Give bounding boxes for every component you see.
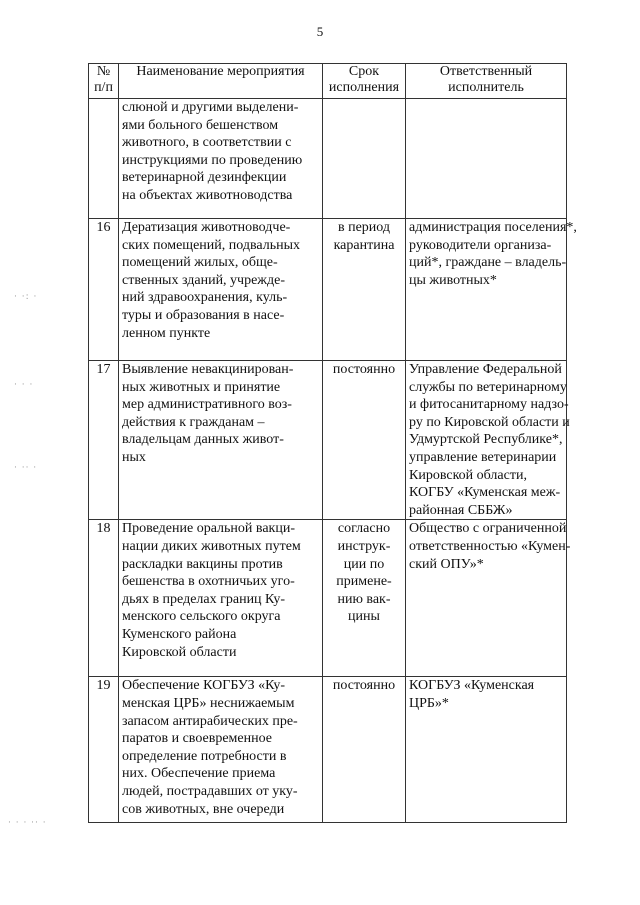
- row-responsible: [406, 677, 567, 823]
- row-term: [323, 677, 406, 823]
- text-line: ний здравоохранения, куль-: [122, 290, 288, 306]
- text-line: ленном пункте: [122, 325, 211, 341]
- text-line: ции по: [343, 556, 385, 572]
- header-num: [89, 64, 119, 99]
- text-line: бешенства в охотничьих уго-: [122, 574, 295, 590]
- text-line: сов животных, вне очереди: [122, 801, 285, 817]
- text-line: мер административного воз-: [122, 397, 292, 413]
- text-line: Выявление невакцинирован-: [122, 362, 294, 377]
- text-line: районная СББЖ»: [409, 502, 513, 518]
- text-line: на объектах животноводства: [122, 187, 293, 203]
- text-line: постоянно: [332, 678, 396, 694]
- text-line: согласно: [337, 521, 391, 537]
- text-line: и фитосанитарному надзо-: [409, 397, 569, 413]
- table-row: [89, 520, 567, 677]
- measures-table: [88, 63, 577, 823]
- text-line: Кировской области: [122, 644, 237, 660]
- row-measure: [119, 219, 323, 361]
- text-line: Обеспечение КОГБУЗ «Ку-: [122, 678, 286, 694]
- header-name: [119, 64, 323, 99]
- scan-artifact: · ·· ·: [14, 463, 38, 473]
- row-term: [323, 219, 406, 361]
- text-line: Кировской области,: [409, 467, 527, 483]
- text-line: п/п: [94, 80, 113, 95]
- text-line: цы животных*: [409, 272, 497, 288]
- text-line: постоянно: [332, 362, 396, 377]
- row-number: 18: [89, 520, 119, 677]
- text-line: Ответственный: [439, 64, 533, 79]
- row-responsible: [406, 361, 570, 520]
- row-responsible: [406, 219, 577, 361]
- text-line: примене-: [336, 574, 392, 590]
- text-line: животного, в соответствии с: [122, 135, 292, 151]
- text-line: исполнения: [328, 80, 400, 95]
- row-term: [323, 361, 406, 520]
- text-line: ЦРБ»*: [409, 695, 449, 711]
- header-responsible: [406, 64, 567, 99]
- text-line: них. Обеспечение приема: [122, 766, 276, 782]
- text-line: КОГБУ «Куменская меж-: [409, 485, 561, 501]
- text-line: ственных зданий, учрежде-: [122, 272, 285, 288]
- text-line: Срок: [348, 64, 380, 79]
- text-line: паратов и своевременное: [122, 731, 272, 747]
- row-number: 16: [89, 219, 119, 361]
- text-line: действия к гражданам –: [122, 414, 265, 430]
- text-line: Куменского района: [122, 626, 237, 642]
- text-line: службы по ветеринарному: [409, 379, 567, 395]
- text-line: Управление Федеральной: [409, 362, 562, 377]
- text-line: инструк-: [337, 538, 391, 554]
- text-line: Дератизация животноводче-: [122, 220, 291, 235]
- table-row: [89, 99, 567, 219]
- text-line: ных: [122, 449, 146, 465]
- scan-artifact: · · · ·· ·: [8, 818, 47, 828]
- table-row: [89, 219, 567, 361]
- text-line: Общество с ограниченной: [409, 521, 567, 537]
- text-line: исполнитель: [448, 80, 524, 95]
- text-line: ский ОПУ»*: [409, 556, 484, 572]
- text-line: в период: [337, 220, 391, 235]
- scan-artifact: · ·: ·: [14, 292, 38, 302]
- text-line: владельцам данных живот-: [122, 432, 284, 448]
- text-line: руководители организа-: [409, 237, 552, 253]
- text-line: ций*, граждане – владель-: [409, 255, 567, 271]
- row-measure: [119, 99, 323, 219]
- text-line: администрация поселения*,: [409, 220, 577, 235]
- text-line: Наименование мероприятия: [136, 64, 305, 79]
- text-line: ру по Кировской области и: [409, 414, 570, 430]
- table-header-row: [89, 64, 567, 99]
- text-line: ных животных и принятие: [122, 379, 281, 395]
- text-line: ями больного бешенством: [122, 117, 279, 133]
- row-term: [323, 520, 406, 677]
- text-line: раскладки вакцины против: [122, 556, 283, 572]
- text-line: цины: [348, 609, 380, 625]
- text-line: нию вак-: [337, 591, 391, 607]
- text-line: ветеринарной дезинфекции: [122, 170, 287, 186]
- text-line: менского сельского округа: [122, 609, 281, 625]
- table-row: [89, 677, 567, 823]
- row-number: [89, 99, 119, 219]
- text-line: Проведение оральной вакци-: [122, 521, 295, 537]
- text-line: №: [96, 64, 111, 79]
- text-line: запасом антирабических пре-: [122, 713, 298, 729]
- text-line: дьях в пределах границ Ку-: [122, 591, 285, 607]
- header-term: [323, 64, 406, 99]
- row-number: 19: [89, 677, 119, 823]
- text-line: управление ветеринарии: [409, 449, 557, 465]
- text-line: инструкциями по проведению: [122, 152, 303, 168]
- table-row: [89, 361, 567, 520]
- text-line: ских помещений, подвальных: [122, 237, 301, 253]
- text-line: ответственностью «Кумен-: [409, 538, 571, 554]
- text-line: карантина: [333, 237, 395, 253]
- text-line: КОГБУЗ «Куменская: [409, 678, 535, 694]
- text-line: туры и образования в насе-: [122, 307, 285, 323]
- page-number: 5: [316, 24, 324, 39]
- row-measure: [119, 361, 323, 520]
- text-line: помещений жилых, обще-: [122, 255, 278, 271]
- text-line: нации диких животных путем: [122, 538, 301, 554]
- row-term: [323, 99, 406, 219]
- row-responsible: [406, 520, 571, 677]
- text-line: Удмуртской Республике*,: [409, 432, 563, 448]
- text-line: определение потребности в: [122, 748, 287, 764]
- scan-artifact: · · ·: [14, 380, 34, 390]
- row-measure: [119, 677, 323, 823]
- text-line: слюной и другими выделени-: [122, 100, 299, 115]
- row-number: 17: [89, 361, 119, 520]
- text-line: людей, пострадавших от уку-: [122, 783, 298, 799]
- text-line: менская ЦРБ» неснижаемым: [122, 695, 295, 711]
- row-measure: [119, 520, 323, 677]
- row-responsible: [406, 99, 567, 219]
